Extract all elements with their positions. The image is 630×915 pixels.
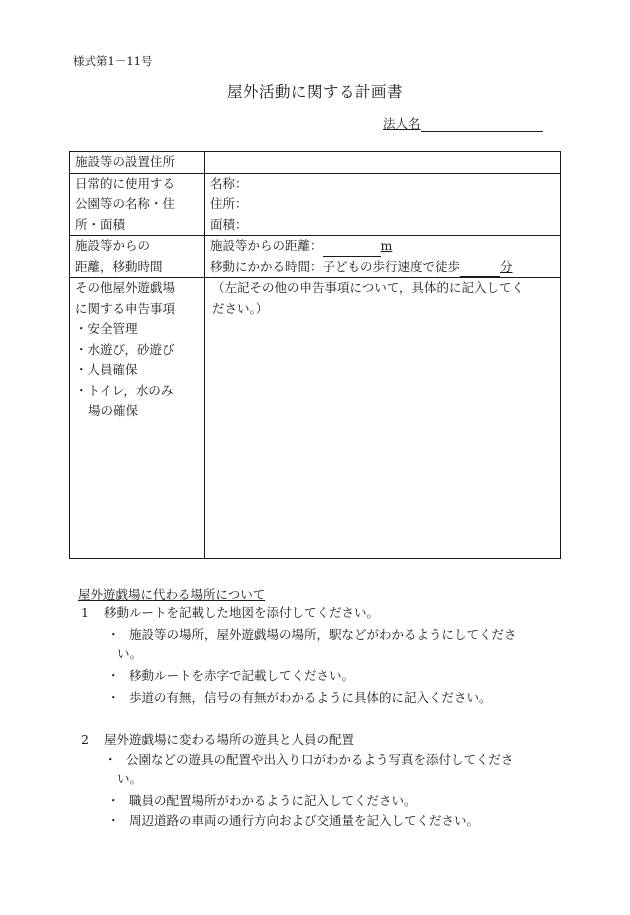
park-fields-cell[interactable] [205, 173, 561, 236]
bullet-text: 周辺道路の車両の通行方向および交通量を記入してください。 [129, 813, 480, 828]
label-line: に関する申告事項 [75, 300, 176, 316]
bullet: ・ [107, 627, 120, 642]
item-number: 1 [81, 605, 89, 620]
other-items-cell[interactable] [205, 278, 561, 559]
bullet: ・ [107, 793, 120, 808]
corp-name-label: 法人名 [383, 116, 421, 131]
distance-label: 施設等からの距離： [210, 238, 323, 253]
form-number: 様式第1－11号 [73, 54, 153, 68]
distance-time-label [70, 236, 205, 278]
distance-time-cell[interactable] [205, 236, 561, 278]
plan-table [69, 151, 561, 559]
distance-blank[interactable] [323, 243, 381, 257]
bullet: ・ [107, 668, 120, 683]
park-name-field: 名称： [210, 175, 248, 191]
bullet-text: 施設等の場所，屋外遊戯場の場所，駅などがわかるようにしてくださ [129, 627, 517, 642]
label-line: 公園等の名称・住 [75, 196, 176, 211]
time-blank[interactable] [460, 263, 500, 277]
other-items-label [70, 278, 205, 559]
park-label [70, 173, 205, 236]
label-line: 距離，移動時間 [75, 258, 163, 274]
corp-name-blank[interactable] [421, 118, 543, 132]
table-row [70, 173, 561, 236]
bullet-text-cont: い。 [117, 646, 143, 661]
distance-unit: m [380, 238, 393, 253]
label-line: ・水遊び，砂遊び [75, 341, 175, 357]
bullet-text: 公園などの遊具の配置や出入り口がわかるよう写真を添付してくださ [126, 752, 514, 767]
time-unit: 分 [500, 258, 513, 274]
bullet-text-cont: い。 [117, 771, 143, 786]
bullet-text: 職員の配置場所がわかるように記入してください。 [129, 793, 417, 808]
label-line: ・安全管理 [75, 321, 138, 336]
address-label: 施設等の設置住所 [70, 152, 205, 174]
table-row [70, 236, 561, 278]
item-text: 移動ルートを記載した地図を添付してください。 [104, 605, 380, 620]
bullet: ・ [104, 752, 117, 767]
time-field [210, 257, 560, 278]
address-value-cell[interactable] [205, 152, 561, 174]
corp-name-field [383, 114, 543, 132]
park-area-field: 面積： [210, 216, 248, 232]
alt-section-heading: 屋外遊戯場に代わる場所について [78, 587, 266, 602]
park-address-field: 住所： [210, 196, 248, 211]
item-text: 屋外遊戯場に変わる場所の遊具と人員の配置 [104, 732, 355, 747]
note-line: ださい。） [212, 300, 269, 316]
bullet: ・ [107, 690, 120, 705]
time-label: 移動にかかる時間：子どもの歩行速度で徒歩 [210, 258, 461, 274]
document-title: 屋外活動に関する計画書 [226, 83, 403, 101]
distance-field [210, 236, 560, 257]
label-line: 場の確保 [88, 403, 139, 418]
label-line: 施設等からの [75, 238, 151, 253]
label-line: 所・面積 [75, 216, 126, 232]
table-row [70, 278, 561, 559]
table-row [70, 152, 561, 174]
note-line: （左記その他の申告事項について，具体的に記入してく [212, 280, 525, 295]
label-line: その他屋外遊戯場 [75, 280, 176, 295]
item-number: 2 [81, 732, 89, 747]
label-line: ・トイレ，水のみ [75, 382, 174, 398]
bullet-text: 移動ルートを赤字で記載してください。 [129, 668, 355, 683]
bullet-text: 歩道の有無，信号の有無がわかるように具体的に記入ください。 [129, 690, 492, 705]
label-line: 日常的に使用する [75, 175, 176, 191]
label-line: ・人員確保 [75, 362, 138, 377]
bullet: ・ [107, 813, 120, 828]
